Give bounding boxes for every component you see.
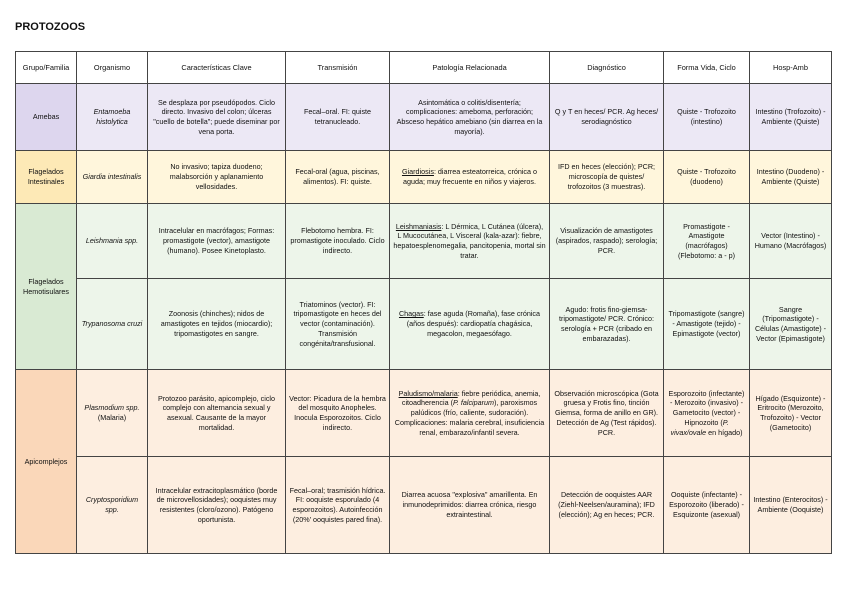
header-life-cycle: Forma Vida, Ciclo [664,52,750,84]
host-env-cell: Sangre (Tripomastigote) - Células (Amastigote) - Vector (Epimastigote) [750,279,832,370]
diagnosis-cell: Detección de ooquistes AAR (Ziehl-Neelsen/auramina); IFD (elección); Ag en heces; PCR. [550,457,664,554]
organism-name: Plasmodium spp. [84,403,140,413]
header-diagnosis: Diagnóstico [550,52,664,84]
characteristics-cell: Protozoo parásito, apicomplejo, ciclo complejo con alternancia sexual y asexual. Causante de la mayor mortalidad. [148,370,286,457]
pathology-term: Paludismo/malaria [398,388,458,398]
characteristics-cell: Zoonosis (chinches); nidos de amastigotes en tejidos (miocardio); tripomastigotes en sangre. [148,279,286,370]
pathology-text-a: : fiebre periódica, anemia, citoadherencia ( [401,388,541,408]
protozoa-table [15,51,832,554]
header-row [16,52,832,84]
host-env-cell: Hígado (Esquizonte) - Eritrocito (Merozoito, Trofozoito) - Vector (Gametocito) [750,370,832,457]
table-row [16,151,832,204]
life-cycle-cell: Tripomastigote (sangre) - Amastigote (tejido) - Epimastigote (vector) [664,279,750,370]
pathology-term: Giardiosis [401,167,434,177]
pathology-cell [390,204,550,279]
transmission-cell: Fecal–oral; trasmisión hídrica. FI: ooquiste esporulado (4 esporozoitos). Autoinfección (20%' ooquistes pared fina). [286,457,390,554]
organism-cell: Cryptosporidium spp. [77,457,148,554]
pathology-species: P. falciparum [453,398,495,408]
diagnosis-cell: Visualización de amastigotes (aspirados, raspado); serología; PCR. [550,204,664,279]
header-characteristics: Características Clave [148,52,286,84]
pathology-cell [390,151,550,204]
pathology-cell: Diarrea acuosa "explosiva" amarillenta. En inmunodeprimidos: diarrea crónica, riesgo extraintestinal. [390,457,550,554]
characteristics-cell: No invasivo; tapiza duodeno; malabsorción y aplanamiento vellosidades. [148,151,286,204]
pathology-text: : fase aguda (Romaña), fase crónica (años después): cardiopatía chagásica, megacolon, megaesófago. [406,309,541,338]
pathology-cell [390,370,550,457]
transmission-cell: Triatominos (vector). FI: tripomastigote en heces del vector (contaminación). Transmisión congénita/transfusional. [286,279,390,370]
pathology-term: Chagas [398,309,424,319]
life-cycle-text-a: Esporozoito (infectante) - Merozoito (invasivo) - Gametocito (vector) - Hipnozoito ( [668,388,745,427]
organism-cell: Leishmania spp. [77,204,148,279]
organism-cell [77,370,148,457]
transmission-cell: Flebotomo hembra. FI: promastigote inoculado. Ciclo indirecto. [286,204,390,279]
diagnosis-cell: IFD en heces (elección); PCR; microscopía de quistes/ trofozoitos (3 muestras). [550,151,664,204]
organism-cell: Entamoeba histolytica [77,84,148,151]
table-row [16,279,832,370]
life-cycle-cell: Quiste - Trofozoito (intestino) [664,84,750,151]
transmission-cell: Fecal–oral. FI: quiste tetranucleado. [286,84,390,151]
group-cell-amebas: Amebas [16,84,77,151]
pathology-text: : L Dérmica, L Cutánea (úlcera), L Mucocutánea, L Visceral (kala-azar): fiebre, hepatoesplenomegalia, pancitopenia, mortal sin tratar. [393,221,546,260]
table-row [16,84,832,151]
organism-cell: Giardia intestinalis [77,151,148,204]
characteristics-cell: Intracelular en macrófagos; Formas: promastigote (vector), amastigote (humano). Posee Kinetoplasto. [148,204,286,279]
diagnosis-cell: Agudo: frotis fino-giemsa-tripomastigote/ PCR. Crónico: serología + PCR (cribado en embarazadas). [550,279,664,370]
host-env-cell: Intestino (Duodeno) - Ambiente (Quiste) [750,151,832,204]
header-transmission: Transmisión [286,52,390,84]
life-cycle-text-b: en hígado) [706,427,743,437]
host-env-cell: Vector (Intestino) - Humano (Macrófagos) [750,204,832,279]
life-cycle-cell: Quiste - Trofozoito (duodeno) [664,151,750,204]
page-title: PROTOZOOS [15,21,86,33]
life-cycle-cell [664,370,750,457]
organism-cell: Trypanosoma cruzi [77,279,148,370]
characteristics-cell: Intracelular extracitoplasmático (borde de microvellosidades); ooquistes muy resistentes (cloro/ozono). Patógeno oportunista. [148,457,286,554]
table-row [16,204,832,279]
group-cell-apicomplejos: Apicomplejos [16,370,77,554]
characteristics-cell: Se desplaza por pseudópodos. Ciclo directo. Invasivo del colon; úlceras "cuello de botella"; puede diseminar por vena porta. [148,84,286,151]
table-row [16,457,832,554]
table-row [16,370,832,457]
pathology-cell: Asintomática o colitis/disentería; complicaciones: ameboma, perforación; Absceso hepático amebiano (sin diarrea en la mayoría). [390,84,550,151]
transmission-cell: Fecal-oral (agua, piscinas, alimentos). FI: quiste. [286,151,390,204]
header-pathology: Patología Relacionada [390,52,550,84]
pathology-term: Leishmaniasis [395,221,442,231]
pathology-cell [390,279,550,370]
diagnosis-cell: Observación microscópica (Gota gruesa y Frotis fino, tinción Giemsa, forma de anillo en GR). Detección de Ag (Test rápidos). PCR. [550,370,664,457]
host-env-cell: Intestino (Trofozoito) - Ambiente (Quiste) [750,84,832,151]
life-cycle-species: P. vivax/ovale [670,417,729,437]
transmission-cell: Vector: Picadura de la hembra del mosquito Anopheles. Inocula Esporozoitos. Ciclo indirecto. [286,370,390,457]
group-cell-flagelados-intestinales: Flagelados Intestinales [16,151,77,204]
diagnosis-cell: Q y T en heces/ PCR. Ag heces/ serodiagnóstico [550,84,664,151]
group-cell-flagelados-hemotisulares: Flagelados Hemotisulares [16,204,77,370]
pathology-text-b: ), paroxismos palúdicos (frío, caliente, sudoración). Complicaciones: malaria cerebral, insuficiencia renal, embarazo/infantil severa. [394,398,545,437]
pathology-text: : diarrea esteatorreica, crónica o aguda; muy frecuente en niños y viajeros. [402,167,538,186]
header-organism: Organismo [77,52,148,84]
header-host-env: Hosp-Amb [750,52,832,84]
organism-note: (Malaria) [97,413,127,422]
header-group: Grupo/Familia [16,52,77,84]
host-env-cell: Intestino (Enterocitos) - Ambiente (Ooquiste) [750,457,832,554]
life-cycle-cell: Promastigote - Amastigote (macrófagos) (Flebotomo: a - p) [664,204,750,279]
life-cycle-cell: Ooquiste (infectante) - Esporozoito (liberado) - Esquizonte (asexual) [664,457,750,554]
